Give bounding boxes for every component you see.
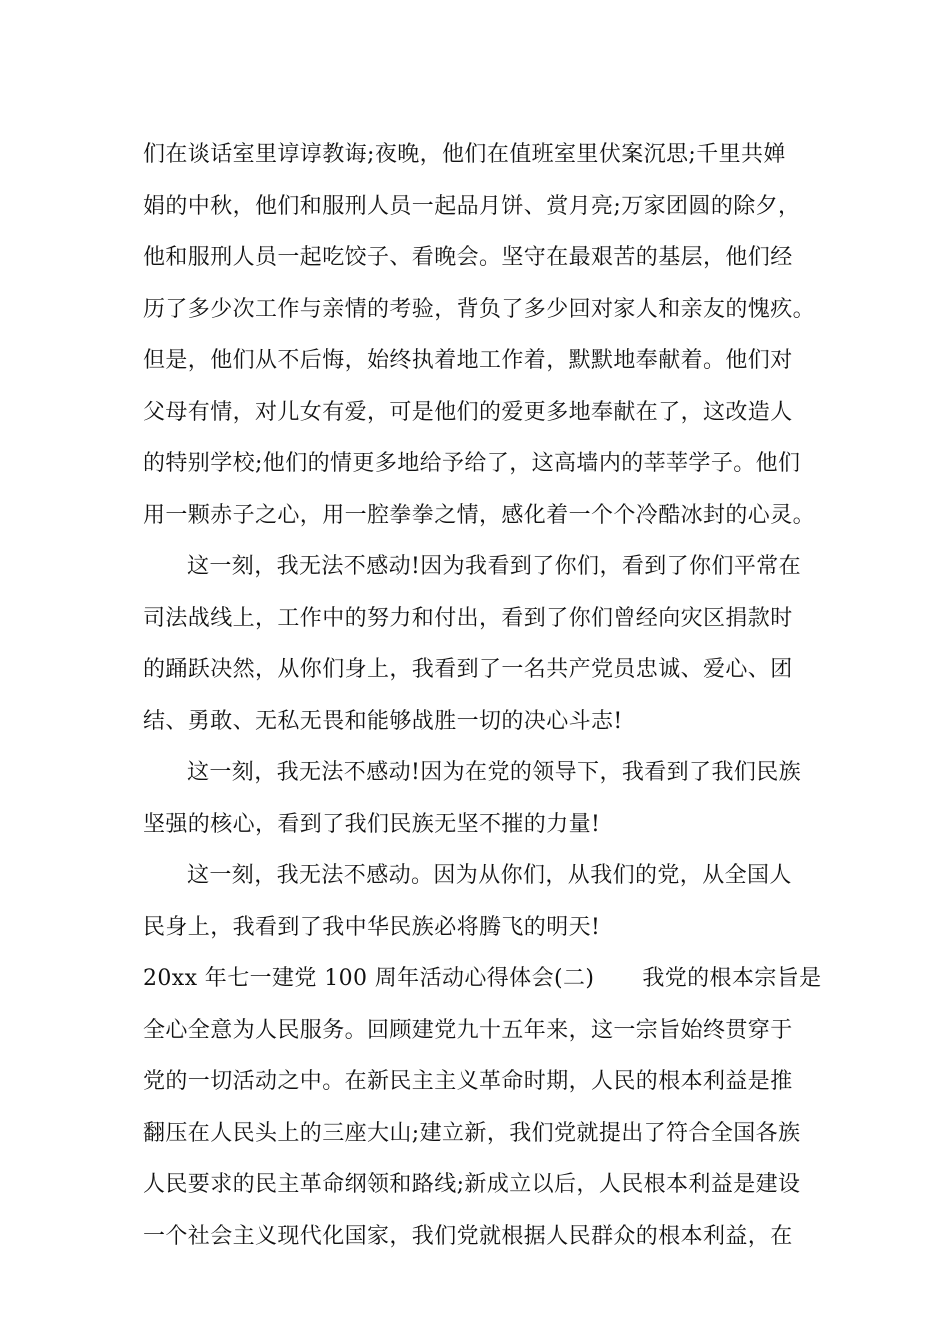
text-line: 民身上，我看到了我中华民族必将腾飞的明天! — [143, 914, 601, 940]
text-line: 翻压在人民头上的三座大山;建立新，我们党就提出了符合全国各族 — [143, 1120, 801, 1146]
text-line: 娟的中秋，他们和服刑人员一起品月饼、赏月亮;万家团圆的除夕， — [143, 193, 801, 219]
text-line: 结、勇敢、无私无畏和能够战胜一切的决心斗志! — [143, 708, 623, 734]
text-line: 父母有情，对儿女有爱，可是他们的爱更多地奉献在了，这改造人 — [143, 399, 793, 425]
text-line: 他和服刑人员一起吃饺子、看晚会。坚守在最艰苦的基层，他们经 — [143, 245, 793, 270]
body-text — [143, 129, 843, 1262]
text-line: 的踊跃决然，从你们身上，我看到了一名共产党员忠诚、爱心、团 — [143, 657, 793, 682]
section-lead-text: 我党的根本宗旨是 — [642, 966, 822, 991]
text-line: 党的一切活动之中。在新民主主义革命时期，人民的根本利益是推 — [143, 1069, 793, 1094]
paragraph-start-line: 这一刻，我无法不感动!因为在党的领导下，我看到了我们民族 — [187, 760, 802, 785]
paragraph-start-line: 这一刻，我无法不感动!因为我看到了你们，看到了你们平常在 — [187, 554, 802, 579]
text-line: 坚强的核心，看到了我们民族无坚不摧的力量! — [143, 811, 601, 837]
text-line: 用一颗赤子之心，用一腔拳拳之情，感化着一个个冷酷冰封的心灵。 — [143, 502, 816, 528]
text-line: 们在谈话室里谆谆教诲;夜晚，他们在值班室里伏案沉思;千里共婵 — [143, 142, 786, 167]
text-line: 人民要求的民主革命纲领和路线;新成立以后，人民根本利益是建设 — [143, 1172, 801, 1197]
text-line: 的特别学校;他们的情更多地给予给了，这高墙内的莘莘学子。他们 — [143, 451, 801, 476]
text-line: 历了多少次工作与亲情的考验，背负了多少回对家人和亲友的愧疚。 — [143, 296, 816, 322]
text-line: 司法战线上，工作中的努力和付出，看到了你们曾经向灾区捐款时 — [143, 605, 793, 631]
section-title-line — [143, 953, 843, 1005]
text-line: 全心全意为人民服务。回顾建党九十五年来，这一宗旨始终贯穿于 — [143, 1017, 793, 1043]
paragraph-start-line: 这一刻，我无法不感动。因为从你们，从我们的党，从全国人 — [187, 863, 792, 888]
text-line: 一个社会主义现代化国家，我们党就根据人民群众的根本利益，在 — [143, 1223, 793, 1249]
section-title: 20xx 年七一建党 100 周年活动心得体会(二) — [143, 966, 595, 991]
text-line: 但是，他们从不后悔，始终执着地工作着，默默地奉献着。他们对 — [143, 348, 793, 373]
